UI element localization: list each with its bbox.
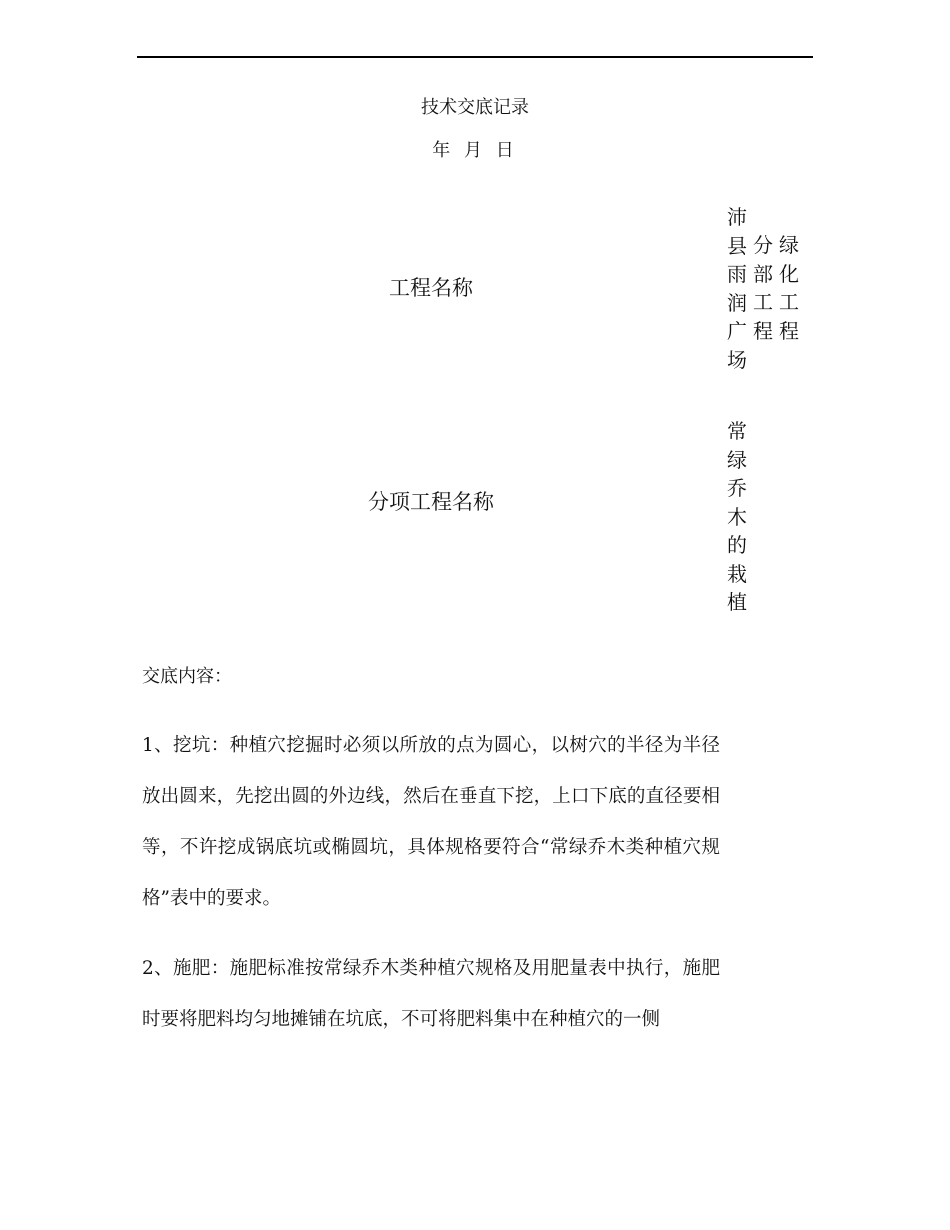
project-name-value-col-3: 绿化工程: [779, 233, 799, 343]
subproject-name-value: 常绿乔木的栽植: [727, 419, 747, 614]
subproject-name-label: 分项工程名称: [368, 490, 494, 514]
header-rule: [137, 56, 813, 58]
date-line: 年 月 日: [432, 140, 518, 161]
project-name-value-col-1: 沛县雨润广场: [727, 205, 747, 372]
content-heading: 交底内容：: [142, 666, 232, 687]
paragraph-fertilizing: 2、施肥：施肥标准按常绿乔木类种植穴规格及用肥量表中执行，施肥时要将肥料均匀地摊铺在坑底，不可将肥料集中在种植穴的一侧: [142, 958, 720, 1030]
project-name-value-col-2: 分部工程: [753, 233, 773, 343]
document-title: 技术交底记录: [421, 97, 529, 118]
project-name-label: 工程名称: [389, 276, 473, 300]
paragraph-digging: 1、挖坑：种植穴挖掘时必须以所放的点为圆心，以树穴的半径为半径放出圆来，先挖出圆的外边线，然后在垂直下挖，上口下底的直径要相等，不许挖成锅底坑或椭圆坑，具体规格要符合“常绿乔木类种植穴规格”表中的要求。: [142, 735, 720, 909]
